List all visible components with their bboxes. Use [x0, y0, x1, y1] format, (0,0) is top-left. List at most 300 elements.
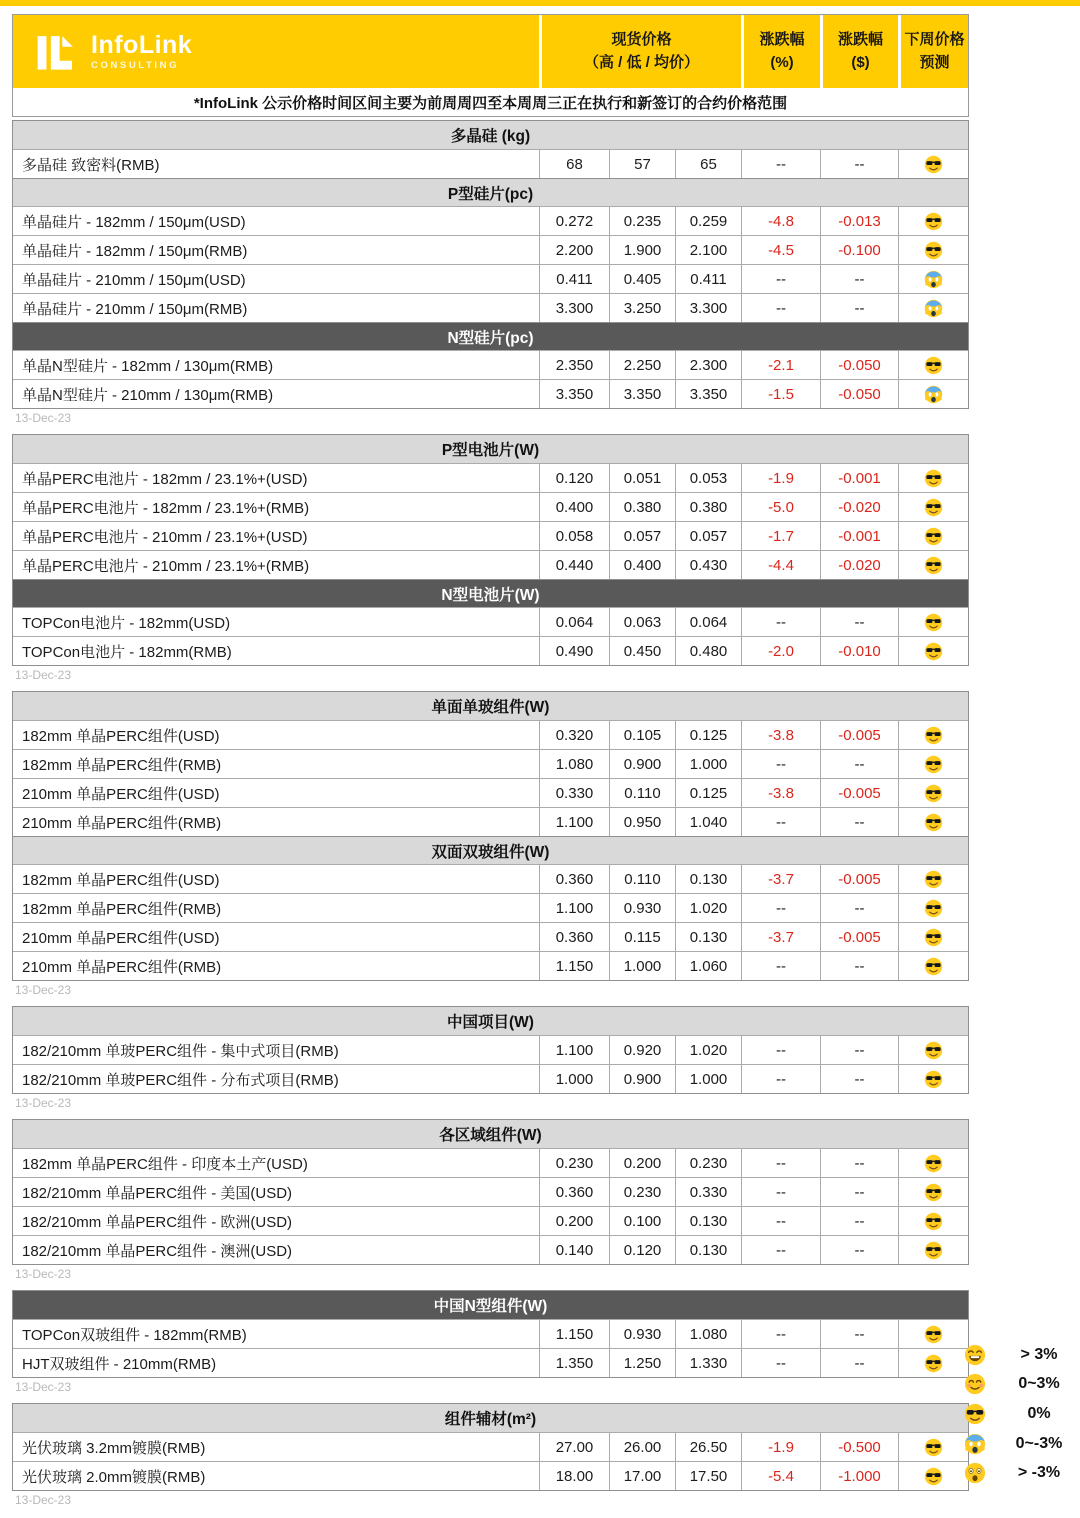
price-avg: 65 — [675, 150, 741, 178]
date-label: 13-Dec-23 — [15, 1096, 72, 1110]
product-name: TOPCon电池片 - 182mm(RMB) — [22, 643, 232, 661]
table-row — [13, 749, 968, 778]
price-low: 0.110 — [609, 779, 675, 807]
product-name: 光伏玻璃 2.0mm镀膜(RMB) — [22, 1468, 206, 1486]
cool-emoji-icon — [924, 813, 943, 832]
price-low: 26.00 — [609, 1433, 675, 1461]
price-high: 1.150 — [539, 952, 609, 980]
forecast-cell — [898, 779, 968, 807]
blush-emoji-icon — [964, 1373, 986, 1395]
legend-item — [964, 1370, 1076, 1400]
forecast-cell — [898, 894, 968, 922]
change-usd: -0.100 — [820, 236, 898, 264]
change-percent: -- — [741, 1349, 820, 1377]
forecast-cell — [898, 150, 968, 178]
forecast-cell — [898, 1036, 968, 1064]
cool-emoji-icon — [924, 957, 943, 976]
change-percent: -- — [741, 150, 820, 178]
change-percent: -4.4 — [741, 551, 820, 579]
forecast-cell — [898, 522, 968, 550]
cool-emoji-icon — [924, 1438, 943, 1457]
cool-emoji-icon — [924, 1070, 943, 1089]
legend-label: 0% — [1027, 1404, 1051, 1422]
price-avg: 0.125 — [675, 779, 741, 807]
price-high: 18.00 — [539, 1462, 609, 1490]
product-name: 182mm 单晶PERC组件 - 印度本土产(USD) — [22, 1155, 308, 1173]
change-usd: -- — [820, 1320, 898, 1348]
tables — [12, 120, 969, 1507]
table-row — [13, 1064, 968, 1093]
cool-emoji-icon — [924, 469, 943, 488]
change-usd: -- — [820, 1036, 898, 1064]
price-avg: 0.411 — [675, 265, 741, 293]
forecast-cell — [898, 608, 968, 636]
table-row — [13, 1177, 968, 1206]
price-period-note: *InfoLink 公示价格时间区间主要为前周周四至本周周三正在执行和新签订的合约价格范围 — [13, 88, 968, 116]
price-low: 0.950 — [609, 808, 675, 836]
forecast-cell — [898, 236, 968, 264]
change-percent: -3.8 — [741, 721, 820, 749]
change-percent: -- — [741, 1065, 820, 1093]
price-avg: 0.057 — [675, 522, 741, 550]
cool-emoji-icon — [924, 527, 943, 546]
forecast-cell — [898, 551, 968, 579]
cool-emoji-icon — [924, 1241, 943, 1260]
price-low: 57 — [609, 150, 675, 178]
price-low: 0.900 — [609, 750, 675, 778]
table-row — [13, 235, 968, 264]
change-usd: -- — [820, 1349, 898, 1377]
date-label: 13-Dec-23 — [15, 668, 72, 682]
price-table — [12, 120, 969, 409]
change-percent: -- — [741, 1149, 820, 1177]
scream-emoji-icon — [924, 299, 943, 318]
section-header: 中国项目(W) — [13, 1007, 968, 1035]
price-avg: 0.053 — [675, 464, 741, 492]
price-high: 0.490 — [539, 637, 609, 665]
price-avg: 1.000 — [675, 750, 741, 778]
change-percent: -3.7 — [741, 923, 820, 951]
price-high: 1.080 — [539, 750, 609, 778]
change-usd: -0.005 — [820, 721, 898, 749]
price-low: 0.900 — [609, 1065, 675, 1093]
column-header-row — [13, 15, 968, 88]
date-label: 13-Dec-23 — [15, 1493, 72, 1507]
change-percent: -3.7 — [741, 865, 820, 893]
price-high: 1.350 — [539, 1349, 609, 1377]
forecast-cell — [898, 265, 968, 293]
change-usd: -- — [820, 1207, 898, 1235]
change-usd: -0.013 — [820, 207, 898, 235]
price-avg: 26.50 — [675, 1433, 741, 1461]
price-avg: 0.130 — [675, 923, 741, 951]
change-percent: -2.0 — [741, 637, 820, 665]
brand-text — [91, 32, 192, 72]
table-row — [13, 636, 968, 665]
forecast-cell — [898, 1236, 968, 1264]
table-row — [13, 893, 968, 922]
product-name: 单晶N型硅片 - 210mm / 130μm(RMB) — [22, 386, 274, 404]
cool-emoji-icon — [924, 755, 943, 774]
cool-emoji-icon — [924, 1467, 943, 1486]
cool-emoji-icon — [924, 928, 943, 947]
cool-emoji-icon — [924, 1183, 943, 1202]
change-pct-unit: (%) — [770, 54, 794, 71]
price-avg: 3.350 — [675, 380, 741, 408]
change-usd: -- — [820, 1065, 898, 1093]
change-percent: -5.4 — [741, 1462, 820, 1490]
table-row — [13, 379, 968, 408]
price-high: 3.350 — [539, 380, 609, 408]
forecast-cell — [898, 750, 968, 778]
product-name: 光伏玻璃 3.2mm镀膜(RMB) — [22, 1439, 206, 1457]
table-row — [13, 1432, 968, 1461]
price-high: 0.400 — [539, 493, 609, 521]
product-name: 182mm 单晶PERC组件(RMB) — [22, 900, 222, 918]
price-high: 1.100 — [539, 894, 609, 922]
spot-price-label: 现货价格 — [611, 30, 672, 48]
price-avg: 0.380 — [675, 493, 741, 521]
table-row — [13, 1148, 968, 1177]
price-high: 0.200 — [539, 1207, 609, 1235]
change-percent: -1.7 — [741, 522, 820, 550]
price-high: 1.150 — [539, 1320, 609, 1348]
table-row — [13, 463, 968, 492]
section-header: N型电池片(W) — [13, 579, 968, 607]
product-name: 210mm 单晶PERC组件(USD) — [22, 929, 220, 947]
change-usd: -0.010 — [820, 637, 898, 665]
change-percent: -- — [741, 608, 820, 636]
change-usd: -- — [820, 294, 898, 322]
forecast-cell — [898, 865, 968, 893]
forecast-cell — [898, 464, 968, 492]
change-percent: -- — [741, 294, 820, 322]
table-row — [13, 807, 968, 836]
price-high: 0.360 — [539, 1178, 609, 1206]
forecast-cell — [898, 808, 968, 836]
legend-label: > -3% — [1017, 1464, 1061, 1482]
price-low: 0.115 — [609, 923, 675, 951]
change-percent: -2.1 — [741, 351, 820, 379]
change-pct-label: 涨跌幅 — [759, 30, 805, 48]
forecast-cell — [898, 1462, 968, 1490]
table-row — [13, 1348, 968, 1377]
product-name: 182mm 单晶PERC组件(USD) — [22, 871, 220, 889]
price-avg: 0.130 — [675, 1236, 741, 1264]
cool-emoji-icon — [924, 899, 943, 918]
table-row — [13, 492, 968, 521]
price-low: 1.250 — [609, 1349, 675, 1377]
change-percent: -- — [741, 1207, 820, 1235]
forecast-cell — [898, 1149, 968, 1177]
brand-subtitle: CONSULTING — [91, 60, 180, 72]
date-label: 13-Dec-23 — [15, 1267, 72, 1281]
cool-emoji-icon — [924, 241, 943, 260]
forecast-label: 下周价格 — [904, 30, 965, 48]
cool-emoji-icon — [924, 556, 943, 575]
section-header: 多晶硅 (kg) — [13, 121, 968, 149]
price-low: 1.900 — [609, 236, 675, 264]
change-usd: -- — [820, 750, 898, 778]
forecast-cell — [898, 351, 968, 379]
price-low: 0.450 — [609, 637, 675, 665]
column-header-change-usd — [820, 15, 898, 88]
price-low: 0.405 — [609, 265, 675, 293]
cool-emoji-icon — [924, 1325, 943, 1344]
price-avg: 1.020 — [675, 894, 741, 922]
table-row — [13, 264, 968, 293]
price-avg: 1.020 — [675, 1036, 741, 1064]
price-low: 0.200 — [609, 1149, 675, 1177]
product-name: 182/210mm 单晶PERC组件 - 澳洲(USD) — [22, 1242, 293, 1260]
forecast-cell — [898, 1065, 968, 1093]
change-percent: -1.9 — [741, 464, 820, 492]
price-report — [12, 14, 969, 1507]
legend-item — [964, 1399, 1076, 1429]
price-avg: 1.040 — [675, 808, 741, 836]
forecast-legend — [964, 1340, 1076, 1488]
cool-emoji-icon — [924, 212, 943, 231]
product-name: 单晶硅片 - 182mm / 150μm(RMB) — [22, 242, 248, 260]
column-header-change-pct — [741, 15, 820, 88]
price-high: 0.230 — [539, 1149, 609, 1177]
product-name: 210mm 单晶PERC组件(USD) — [22, 785, 220, 803]
product-name: 182mm 单晶PERC组件(USD) — [22, 727, 220, 745]
price-avg: 0.130 — [675, 1207, 741, 1235]
table-row — [13, 951, 968, 980]
price-low: 1.000 — [609, 952, 675, 980]
price-low: 0.051 — [609, 464, 675, 492]
forecast-sublabel: 预测 — [919, 54, 950, 71]
table-row — [13, 922, 968, 951]
change-percent: -1.5 — [741, 380, 820, 408]
astonished-emoji-icon — [964, 1462, 986, 1484]
change-usd: -0.005 — [820, 779, 898, 807]
brand-cell — [13, 15, 539, 88]
change-usd: -- — [820, 808, 898, 836]
date-label: 13-Dec-23 — [15, 1380, 72, 1394]
product-name: 单晶N型硅片 - 182mm / 130μm(RMB) — [22, 357, 274, 375]
product-name: TOPCon电池片 - 182mm(USD) — [22, 614, 231, 632]
scream-emoji-icon — [924, 270, 943, 289]
change-usd-unit: ($) — [851, 54, 870, 71]
price-low: 0.105 — [609, 721, 675, 749]
section-header: P型电池片(W) — [13, 435, 968, 463]
price-table — [12, 1119, 969, 1265]
price-low: 2.250 — [609, 351, 675, 379]
change-percent: -5.0 — [741, 493, 820, 521]
forecast-cell — [898, 923, 968, 951]
section-header: 单面单玻组件(W) — [13, 692, 968, 720]
change-percent: -- — [741, 1178, 820, 1206]
change-usd: -0.050 — [820, 380, 898, 408]
price-high: 2.200 — [539, 236, 609, 264]
cool-emoji-icon — [924, 1354, 943, 1373]
price-high: 68 — [539, 150, 609, 178]
section-header: 双面双玻组件(W) — [13, 836, 968, 864]
table-row — [13, 1035, 968, 1064]
column-header-forecast — [898, 15, 968, 88]
price-low: 0.057 — [609, 522, 675, 550]
change-usd: -- — [820, 1149, 898, 1177]
change-usd: -0.500 — [820, 1433, 898, 1461]
table-row — [13, 550, 968, 579]
price-high: 1.100 — [539, 1036, 609, 1064]
product-name: 单晶硅片 - 210mm / 150μm(USD) — [22, 271, 246, 289]
price-high: 1.000 — [539, 1065, 609, 1093]
price-low: 0.930 — [609, 894, 675, 922]
change-usd: -0.050 — [820, 351, 898, 379]
table-row — [13, 778, 968, 807]
price-low: 0.920 — [609, 1036, 675, 1064]
price-low: 0.063 — [609, 608, 675, 636]
change-usd-label: 涨跌幅 — [837, 30, 883, 48]
table-row — [13, 1206, 968, 1235]
table-row — [13, 293, 968, 322]
product-name: 单晶PERC电池片 - 210mm / 23.1%+(RMB) — [22, 557, 310, 575]
change-percent: -4.8 — [741, 207, 820, 235]
price-low: 17.00 — [609, 1462, 675, 1490]
product-name: 210mm 单晶PERC组件(RMB) — [22, 958, 222, 976]
column-header-spot-price — [539, 15, 741, 88]
change-usd: -- — [820, 265, 898, 293]
price-high: 0.330 — [539, 779, 609, 807]
scream-emoji-icon — [924, 385, 943, 404]
change-usd: -0.005 — [820, 923, 898, 951]
legend-label: 0~3% — [1018, 1375, 1060, 1393]
change-percent: -1.9 — [741, 1433, 820, 1461]
price-high: 2.350 — [539, 351, 609, 379]
price-low: 0.100 — [609, 1207, 675, 1235]
cool-emoji-icon — [964, 1403, 986, 1425]
table-row — [13, 350, 968, 379]
table-row — [13, 720, 968, 749]
change-percent: -4.5 — [741, 236, 820, 264]
product-name: 多晶硅 致密料(RMB) — [22, 156, 160, 174]
cool-emoji-icon — [924, 784, 943, 803]
product-name: 182mm 单晶PERC组件(RMB) — [22, 756, 222, 774]
change-usd: -0.020 — [820, 493, 898, 521]
forecast-cell — [898, 294, 968, 322]
change-percent: -- — [741, 265, 820, 293]
section-header: 组件辅材(m²) — [13, 1404, 968, 1432]
product-name: 单晶硅片 - 182mm / 150μm(USD) — [22, 213, 246, 231]
infolink-logo-icon — [35, 31, 79, 73]
price-avg: 0.130 — [675, 865, 741, 893]
price-table — [12, 1006, 969, 1094]
price-avg: 1.080 — [675, 1320, 741, 1348]
price-avg: 0.259 — [675, 207, 741, 235]
price-table — [12, 434, 969, 666]
price-high: 0.272 — [539, 207, 609, 235]
forecast-cell — [898, 721, 968, 749]
price-avg: 0.480 — [675, 637, 741, 665]
product-name: 182/210mm 单玻PERC组件 - 集中式项目(RMB) — [22, 1042, 339, 1060]
price-low: 0.400 — [609, 551, 675, 579]
price-avg: 0.125 — [675, 721, 741, 749]
price-table — [12, 1290, 969, 1378]
change-usd: -- — [820, 1178, 898, 1206]
table-row — [13, 149, 968, 178]
grin-emoji-icon — [964, 1344, 986, 1366]
spot-price-sublabel: （高 / 低 / 均价） — [583, 54, 699, 71]
price-avg: 0.064 — [675, 608, 741, 636]
price-high: 27.00 — [539, 1433, 609, 1461]
forecast-cell — [898, 493, 968, 521]
cool-emoji-icon — [924, 155, 943, 174]
legend-item — [964, 1458, 1076, 1488]
table-row — [13, 864, 968, 893]
legend-item — [964, 1340, 1076, 1370]
price-low: 0.380 — [609, 493, 675, 521]
change-percent: -- — [741, 1236, 820, 1264]
price-avg: 3.300 — [675, 294, 741, 322]
forecast-cell — [898, 1349, 968, 1377]
forecast-cell — [898, 1433, 968, 1461]
price-avg: 0.230 — [675, 1149, 741, 1177]
price-low: 0.230 — [609, 1178, 675, 1206]
top-yellow-strip — [0, 0, 1080, 6]
table-row — [13, 1461, 968, 1490]
product-name: 210mm 单晶PERC组件(RMB) — [22, 814, 222, 832]
cool-emoji-icon — [924, 1212, 943, 1231]
change-usd: -0.001 — [820, 522, 898, 550]
change-percent: -3.8 — [741, 779, 820, 807]
change-percent: -- — [741, 808, 820, 836]
cool-emoji-icon — [924, 1041, 943, 1060]
cool-emoji-icon — [924, 1154, 943, 1173]
cool-emoji-icon — [924, 726, 943, 745]
change-percent: -- — [741, 1320, 820, 1348]
cool-emoji-icon — [924, 870, 943, 889]
product-name: HJT双玻组件 - 210mm(RMB) — [22, 1355, 217, 1373]
price-high: 0.064 — [539, 608, 609, 636]
price-low: 3.250 — [609, 294, 675, 322]
table-row — [13, 607, 968, 636]
forecast-cell — [898, 1178, 968, 1206]
forecast-cell — [898, 207, 968, 235]
change-usd: -0.005 — [820, 865, 898, 893]
price-high: 0.360 — [539, 923, 609, 951]
price-avg: 0.430 — [675, 551, 741, 579]
brand-name: InfoLink — [91, 30, 193, 59]
forecast-cell — [898, 1207, 968, 1235]
section-header: N型硅片(pc) — [13, 322, 968, 350]
forecast-cell — [898, 1320, 968, 1348]
price-avg: 1.060 — [675, 952, 741, 980]
change-usd: -- — [820, 1236, 898, 1264]
price-table — [12, 1403, 969, 1491]
price-high: 0.140 — [539, 1236, 609, 1264]
price-low: 0.930 — [609, 1320, 675, 1348]
cool-emoji-icon — [924, 356, 943, 375]
change-usd: -0.001 — [820, 464, 898, 492]
scream-emoji-icon — [964, 1433, 986, 1455]
table-row — [13, 1235, 968, 1264]
product-name: TOPCon双玻组件 - 182mm(RMB) — [22, 1326, 247, 1344]
table-row — [13, 206, 968, 235]
product-name: 单晶PERC电池片 - 182mm / 23.1%+(USD) — [22, 470, 308, 488]
table-row — [13, 521, 968, 550]
table-row — [13, 1319, 968, 1348]
cool-emoji-icon — [924, 642, 943, 661]
price-high: 0.360 — [539, 865, 609, 893]
price-avg: 17.50 — [675, 1462, 741, 1490]
section-header: 各区域组件(W) — [13, 1120, 968, 1148]
forecast-cell — [898, 952, 968, 980]
price-low: 0.120 — [609, 1236, 675, 1264]
change-percent: -- — [741, 894, 820, 922]
